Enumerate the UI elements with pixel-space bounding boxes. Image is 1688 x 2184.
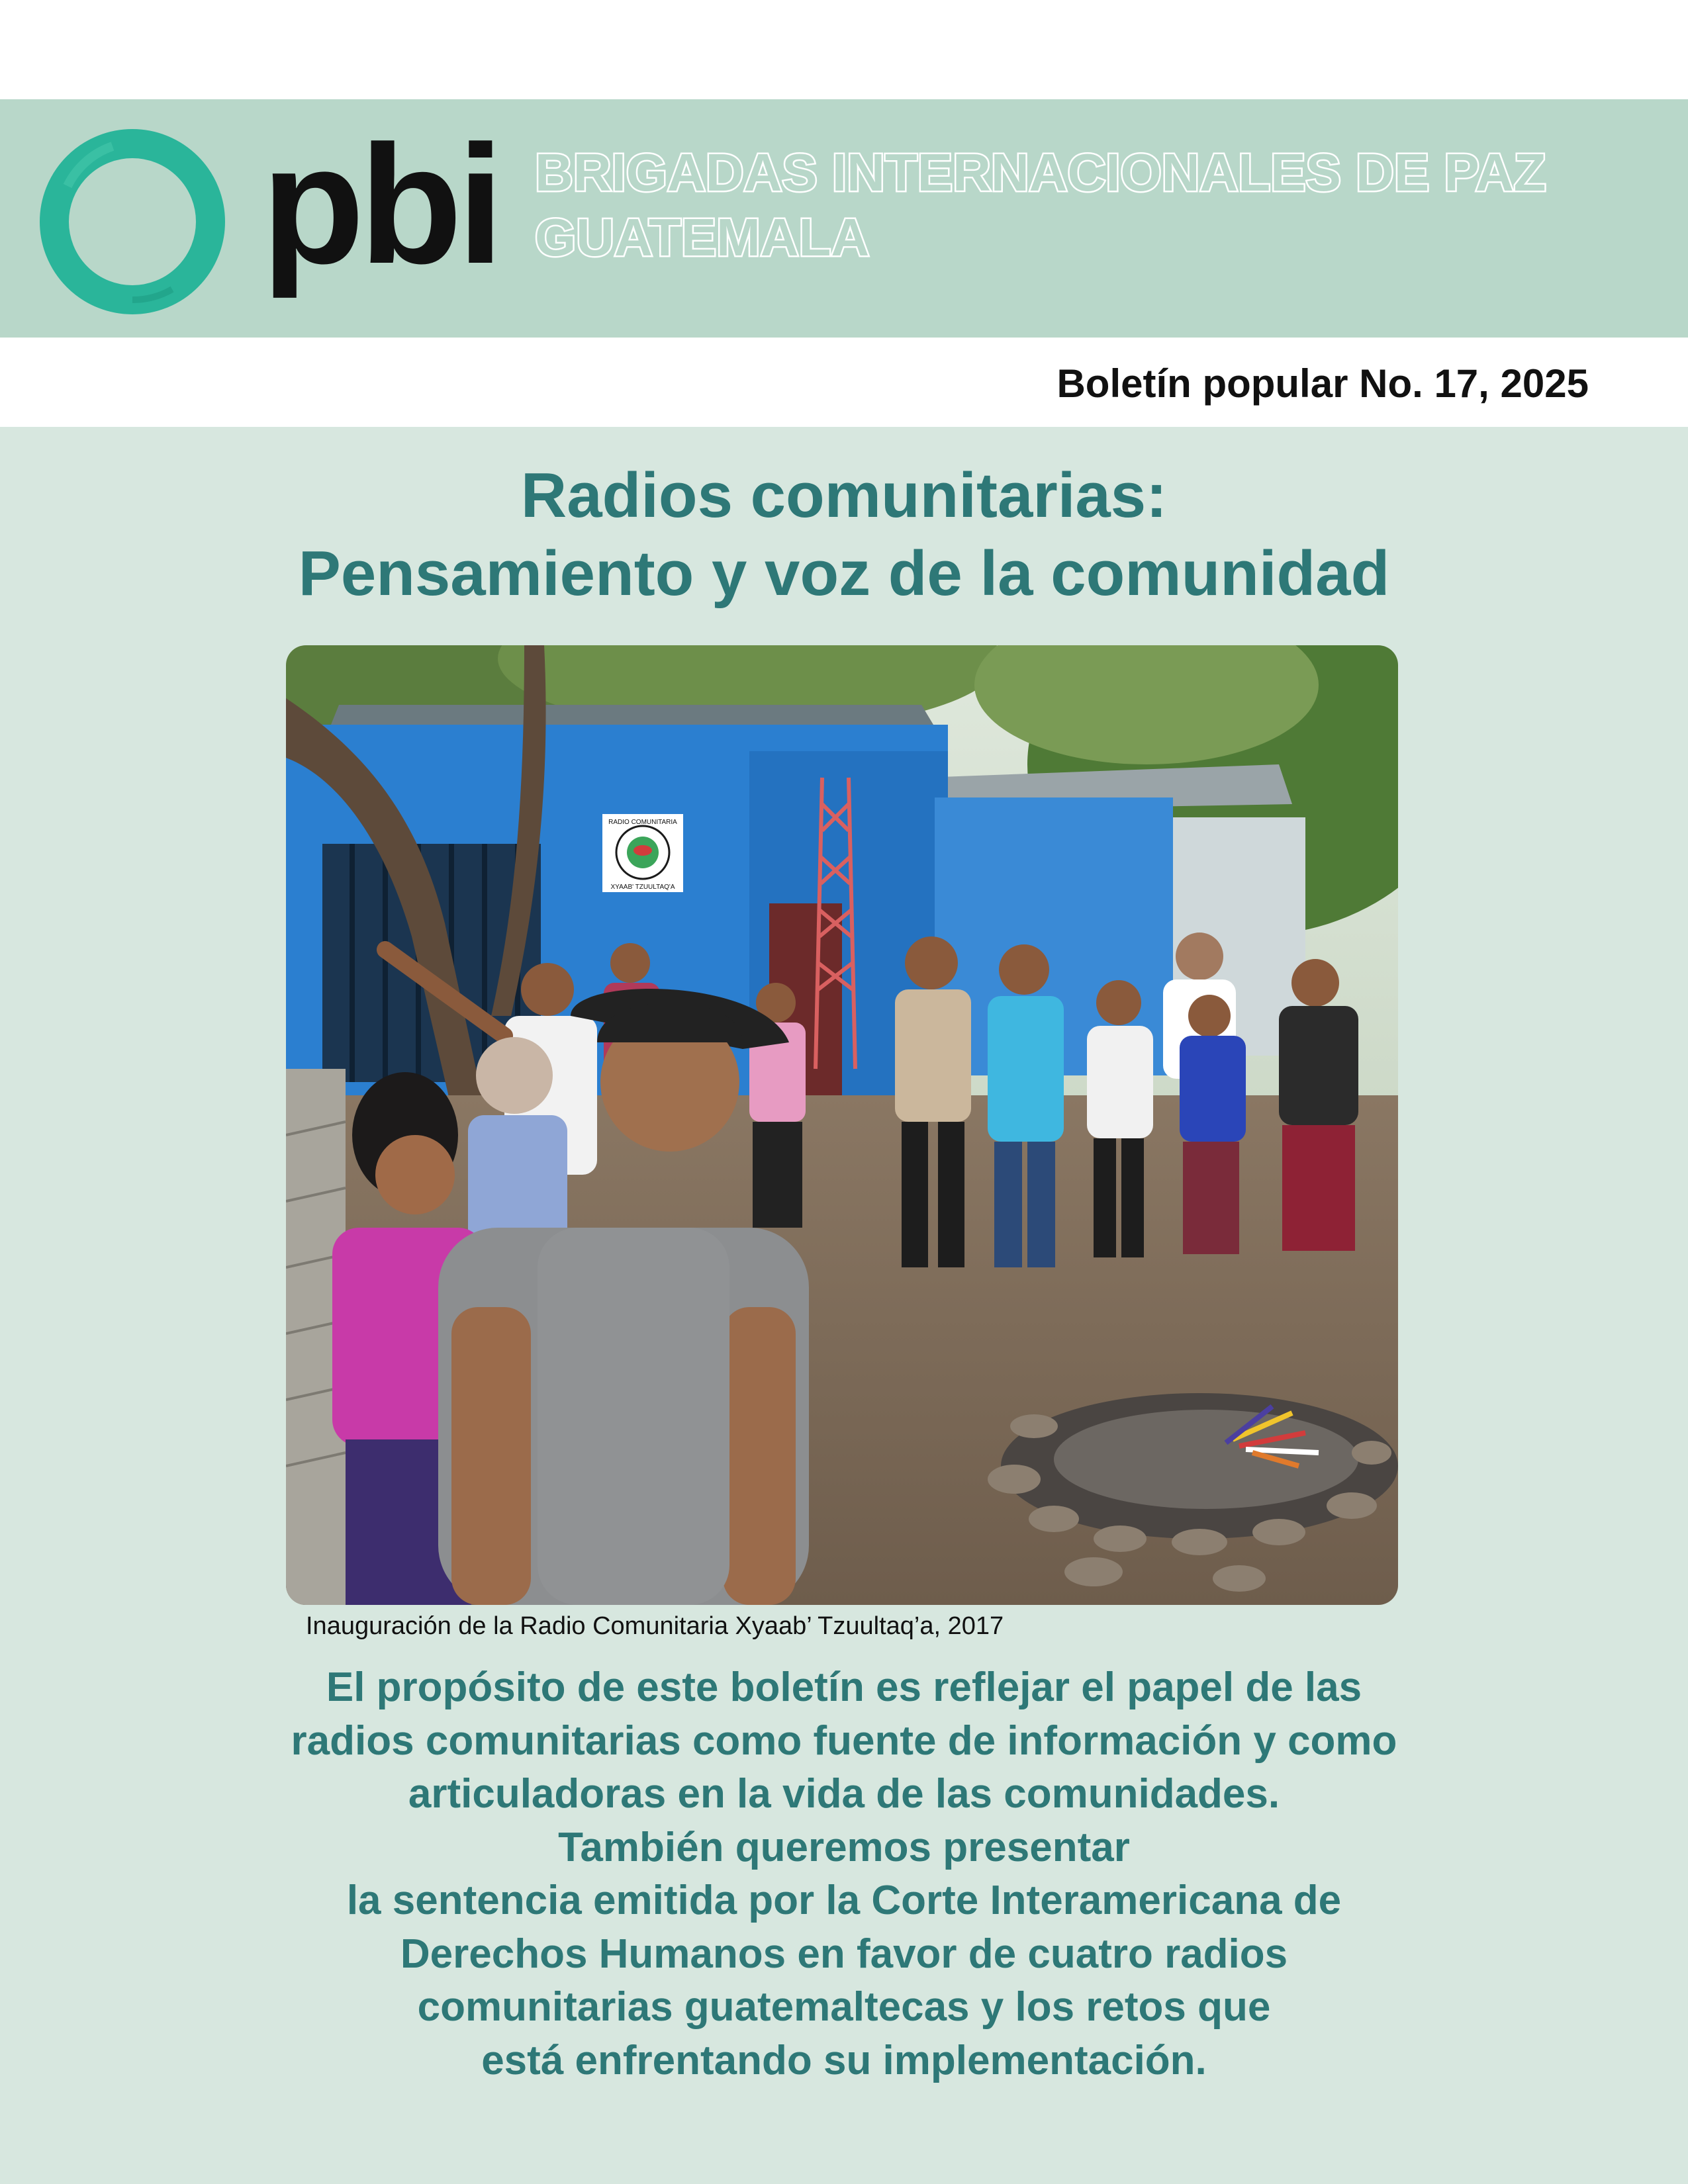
- intro-line: está enfrentando su implementación.: [481, 2037, 1207, 2083]
- photo-caption: Inauguración de la Radio Comunitaria Xyaab’ Tzuultaq’a, 2017: [306, 1612, 1004, 1640]
- bulletin-title: [0, 457, 1688, 613]
- radio-sign-bottom-text: XYAAB' TZUULTAQ'A: [610, 884, 675, 891]
- pbi-logo-text: pbi: [261, 111, 499, 299]
- organization-name-line2: GUATEMALA: [535, 208, 870, 267]
- intro-line: radios comunitarias como fuente de información y como: [291, 1717, 1397, 1764]
- intro-line: articuladoras en la vida de las comunidades.: [408, 1771, 1280, 1817]
- intro-line: Derechos Humanos en favor de cuatro radios: [400, 1931, 1288, 1977]
- issue-number-label: Boletín popular No. 17, 2025: [1056, 361, 1589, 406]
- organization-name: [535, 140, 1660, 270]
- intro-paragraph: [132, 1661, 1556, 2087]
- radio-inauguration-illustration: [286, 645, 1398, 1605]
- intro-line: comunitarias guatemaltecas y los retos que: [417, 1984, 1271, 2030]
- radio-sign-top-text: RADIO COMUNITARIA: [608, 819, 677, 826]
- organization-name-line1: BRIGADAS INTERNACIONALES DE PAZ: [535, 143, 1546, 202]
- cover-photo: [286, 645, 1398, 1605]
- intro-line: la sentencia emitida por la Corte Interamericana de: [346, 1878, 1342, 1923]
- pbi-ring-logo-icon: [33, 122, 232, 321]
- intro-line: También queremos presentar: [558, 1824, 1130, 1870]
- page-top-margin: [0, 0, 1688, 99]
- title-line1: Radios comunitarias:: [520, 460, 1168, 531]
- title-line2: Pensamiento y voz de la comunidad: [298, 538, 1390, 609]
- intro-line: El propósito de este boletín es reflejar el papel de las: [326, 1664, 1362, 1710]
